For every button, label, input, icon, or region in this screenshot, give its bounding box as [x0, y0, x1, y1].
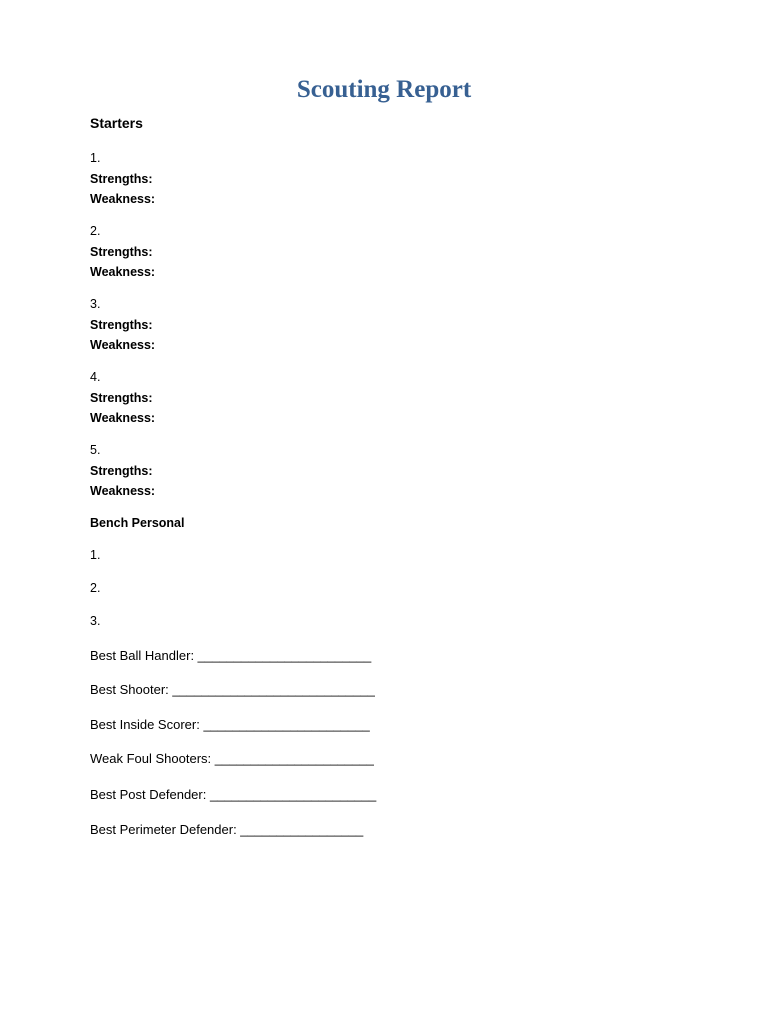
starter-block [90, 148, 490, 210]
bench-item: 2. [90, 581, 101, 595]
starter-number: 2. [90, 224, 101, 238]
page-title: Scouting Report [296, 76, 472, 103]
starter-number: 5. [90, 443, 101, 457]
weakness-label: Weakness: [90, 484, 156, 498]
starter-number: 1. [90, 151, 101, 165]
starter-block [90, 367, 490, 429]
strengths-label: Strengths: [90, 317, 153, 332]
bench-item: 3. [90, 614, 101, 628]
starter-block [90, 440, 490, 502]
best-post-defender-line: Best Post Defender: _______________________ [90, 787, 377, 802]
bench-heading: Bench Personal [90, 516, 185, 530]
best-inside-scorer-line: Best Inside Scorer: _______________________ [90, 717, 370, 732]
strengths-label: Strengths: [90, 244, 153, 259]
weakness-label: Weakness: [90, 265, 156, 279]
weak-foul-shooters-line: Weak Foul Shooters: ______________________ [90, 751, 374, 766]
starter-number: 3. [90, 297, 101, 311]
strengths-label: Strengths: [90, 390, 153, 405]
strengths-label: Strengths: [90, 171, 153, 186]
strengths-label: Strengths: [90, 463, 153, 478]
best-shooter-line: Best Shooter: ____________________________ [90, 682, 375, 697]
starter-number: 4. [90, 370, 101, 384]
starters-heading: Starters [90, 115, 143, 131]
starter-block [90, 221, 490, 283]
best-perimeter-defender-line: Best Perimeter Defender: _________________ [90, 822, 364, 837]
weakness-label: Weakness: [90, 192, 156, 206]
starter-block [90, 294, 490, 356]
weakness-label: Weakness: [90, 338, 156, 352]
bench-item: 1. [90, 548, 101, 562]
best-ball-handler-line: Best Ball Handler: ________________________ [90, 648, 372, 663]
weakness-label: Weakness: [90, 411, 156, 425]
